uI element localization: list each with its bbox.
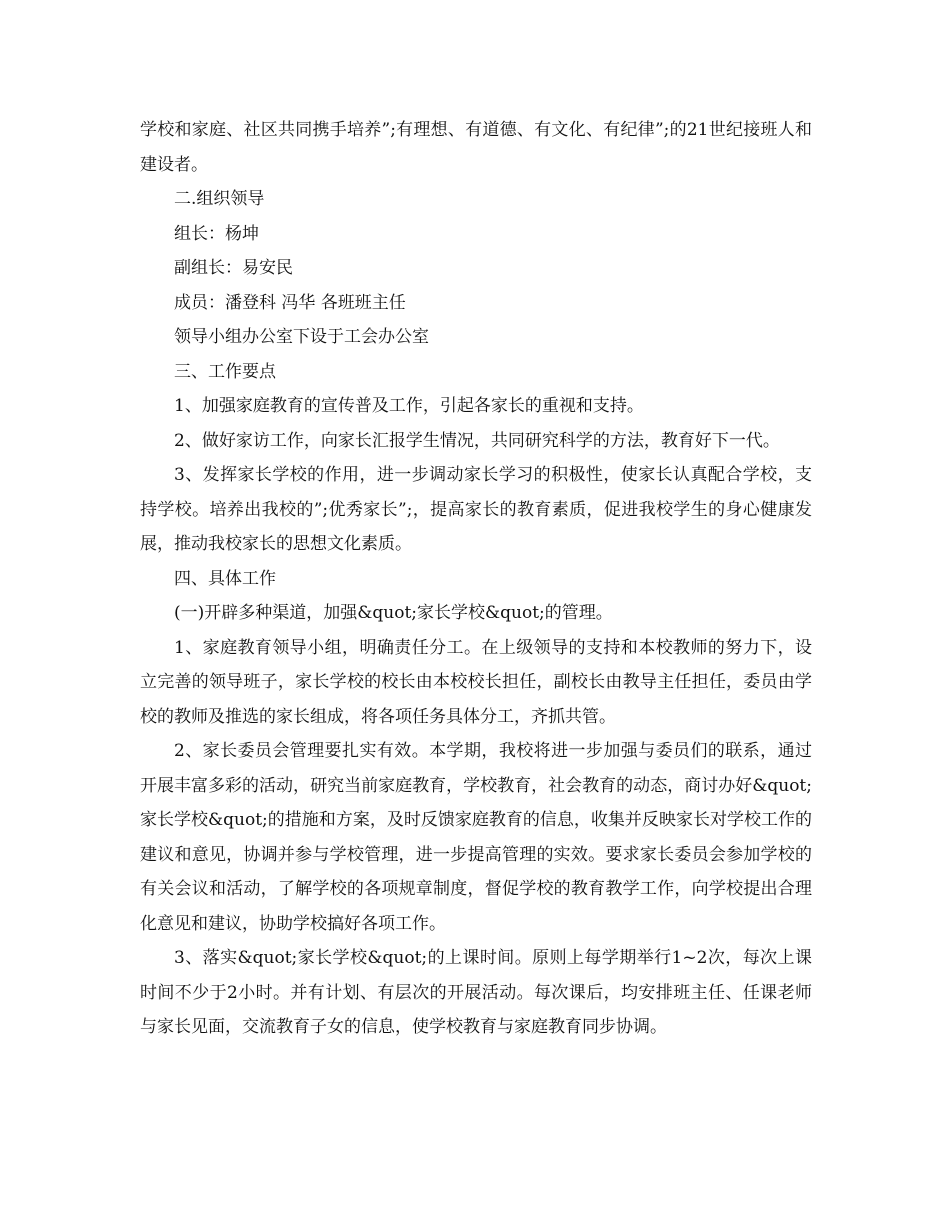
- deputy-leader-line: 副组长：易安民: [174, 258, 293, 278]
- specific-work-1: 1、家庭教育领导小组，明确责任分工。在上级领导的支持和本校教师的努力下，设立完善的领导班子，家长学校的校长由本校校长担任，副校长由教导主任担任，委员由学校的教师及推选的家长组成，将各项任务具体分工，齐抓共管。: [140, 637, 812, 727]
- work-point-2: 2、做好家访工作，向家长汇报学生情况，共同研究科学的方法，教育好下一代。: [174, 430, 780, 451]
- subheading-channels: (一)开辟多种渠道，加强&quot;家长学校&quot;的管理。: [174, 603, 613, 623]
- paragraph-intro-continuation: 学校和家庭、社区共同携手培养”;有理想、有道德、有文化、有纪律”;的21世纪接班人和建设者。: [140, 120, 812, 175]
- specific-work-3: 3、落实&quot;家长学校&quot;的上课时间。原则上每学期举行1~2次，每次上课时间不少于2小时。并有计划、有层次的开展活动。每次课后，均安排班主任、任课老师与家长见面，交流教育子女的信息，使学校教育与家庭教育同步协调。: [140, 948, 812, 1037]
- document-body: [140, 113, 812, 1045]
- specific-work-2: 2、家长委员会管理要扎实有效。本学期，我校将进一步加强与委员们的联系，通过开展丰富多彩的活动，研究当前家庭教育，学校教育，社会教育的动态，商讨办好&quot;家长学校&quot;的措施和方案，及时反馈家庭教育的信息，收集并反映家长对学校工作的建议和意见，协调并参与学校管理，进一步提高管理的实效。要求家长委员会参加学校的有关会议和活动，了解学校的各项规章制度，督促学校的教育教学工作，向学校提出合理化意见和建议，协助学校搞好各项工作。: [140, 741, 812, 934]
- heading-specific-work: 四、具体工作: [174, 568, 276, 589]
- leader-line: 组长：杨坤: [174, 223, 259, 244]
- heading-work-points: 三、工作要点: [174, 361, 276, 382]
- members-line: 成员：潘登科 冯华 各班班主任: [174, 292, 406, 313]
- heading-organization-leadership: 二.组织领导: [174, 189, 265, 209]
- work-point-3: 3、发挥家长学校的作用，进一步调动家长学习的积极性，使家长认真配合学校，支持学校。培养出我校的”;优秀家长”;，提高家长的教育素质，促进我校学生的身心健康发展，推动我校家长的思想文化素质。: [140, 465, 812, 554]
- work-point-1: 1、加强家庭教育的宣传普及工作，引起各家长的重视和支持。: [174, 396, 644, 416]
- office-line: 领导小组办公室下设于工会办公室: [174, 327, 429, 347]
